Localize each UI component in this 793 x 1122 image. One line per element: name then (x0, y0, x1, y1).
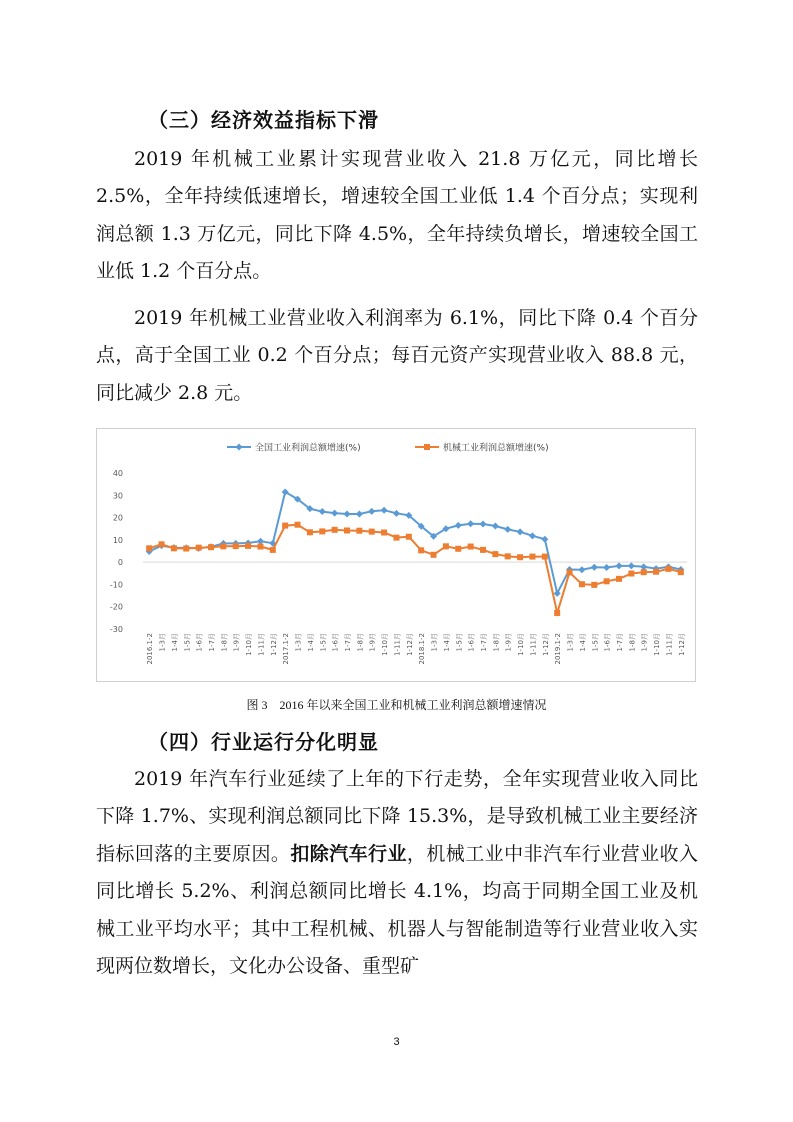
series-line-2 (149, 525, 681, 613)
data-point-diamond (504, 526, 511, 533)
x-tick-label: 1-12月 (677, 633, 686, 656)
data-point-square (517, 554, 523, 560)
x-tick-label: 1-6月 (603, 633, 612, 652)
paragraph-rest-text: ，机械工业中非汽车行业营业收入同比增长 5.2%、利润总额同比增长 4.1%，均高于同期全国工业及机械工业平均水平；其中工程机械、机器人与智能制造等行业营业收入实现两位数增长，文化办公设备、重型矿 (96, 842, 698, 978)
data-point-diamond (628, 562, 635, 569)
x-tick-label: 1-8月 (220, 633, 229, 652)
data-point-square (208, 544, 214, 550)
x-tick-label: 1-9月 (368, 633, 377, 652)
x-tick-label: 1-3月 (566, 633, 575, 652)
x-tick-label: 1-5月 (455, 633, 464, 652)
data-point-diamond (344, 511, 351, 518)
data-point-square (393, 535, 399, 541)
paragraph-lead-text: 2019 年汽车行业延续了上年的下行走势，全年实现营业收入同比下降 1.7%、实现利润总额同比下降 15.3%，是导致机械工业主要经济指标回落的主要原因。 (96, 768, 698, 865)
data-point-square (369, 529, 375, 535)
x-tick-label: 1-11月 (529, 633, 538, 656)
x-tick-label: 1-6月 (195, 633, 204, 652)
data-point-square (431, 552, 437, 558)
data-point-square (443, 543, 449, 549)
data-point-square (492, 551, 498, 557)
data-point-square (628, 571, 634, 577)
x-tick-label: 1-7月 (208, 633, 216, 652)
legend-marker-diamond (236, 444, 243, 451)
paragraph-industry-divergence (96, 761, 698, 985)
x-tick-label: 1-4月 (442, 633, 451, 652)
x-tick-label: 1-8月 (628, 633, 637, 652)
x-tick-label: 1-11月 (257, 633, 266, 656)
data-point-square (332, 527, 338, 533)
x-tick-label: 1-5月 (183, 633, 192, 652)
data-point-diamond (554, 590, 561, 597)
data-point-diamond (616, 562, 623, 569)
data-point-square (307, 529, 313, 535)
paragraph-revenue-profit: 2019 年机械工业累计实现营业收入 21.8 万亿元，同比增长 2.5%，全年持续低速增长，增速较全国工业低 1.4 个百分点；实现利润总额 1.3 万亿元，同比下降 4.5%，全年持续负增长，增速较全国工业低 1.2 个百分点。 (96, 148, 698, 283)
x-tick-label: 2016.1-2 (146, 633, 155, 665)
data-point-diamond (578, 566, 585, 573)
data-point-diamond (492, 523, 499, 530)
x-tick-label: 1-9月 (232, 633, 241, 652)
x-tick-label: 1-5月 (591, 633, 600, 652)
x-tick-label: 1-7月 (480, 633, 488, 652)
x-tick-label: 1-10月 (245, 633, 254, 656)
data-point-square (678, 569, 684, 575)
x-tick-label: 1-4月 (170, 633, 179, 652)
data-point-square (220, 543, 226, 549)
data-point-square (406, 534, 412, 540)
data-point-diamond (517, 528, 524, 535)
legend-label-1: 全国工业利润总额增速(%) (255, 443, 361, 454)
y-tick-label: 40 (112, 469, 123, 478)
data-point-square (418, 547, 424, 553)
data-point-square (233, 543, 239, 549)
data-point-diamond (591, 564, 598, 571)
data-point-diamond (368, 508, 375, 515)
profit-growth-chart (96, 428, 696, 682)
x-tick-label: 1-4月 (306, 633, 315, 652)
x-tick-label: 1-6月 (331, 633, 340, 652)
section-heading-4: （四）行业运行分化明显 (148, 730, 379, 754)
data-point-square (468, 544, 474, 550)
x-tick-label: 1-9月 (640, 633, 649, 652)
data-point-diamond (467, 520, 474, 527)
data-point-square (616, 576, 622, 582)
data-point-diamond (529, 532, 536, 539)
data-point-diamond (381, 507, 388, 514)
chart-canvas (97, 429, 695, 681)
data-point-square (159, 541, 165, 547)
data-point-square (529, 554, 535, 560)
data-point-square (542, 554, 548, 560)
data-point-square (455, 546, 461, 552)
data-point-square (554, 610, 560, 616)
x-tick-label: 1-12月 (541, 633, 550, 656)
y-tick-label: -20 (109, 602, 123, 612)
x-tick-label: 1-10月 (517, 633, 526, 656)
x-tick-label: 1-10月 (653, 633, 662, 656)
data-point-square (146, 545, 152, 551)
data-point-square (344, 527, 350, 533)
data-point-square (282, 523, 288, 529)
paragraph-bold-phrase: 扣除汽车行业 (290, 842, 407, 865)
section-heading-3: （三）经济效益指标下滑 (148, 108, 379, 132)
x-tick-label: 1-7月 (344, 633, 352, 652)
data-point-square (579, 581, 585, 587)
x-tick-label: 1-3月 (158, 633, 167, 652)
x-tick-label: 1-8月 (492, 633, 501, 652)
page-number: 3 (393, 1036, 400, 1048)
y-tick-label: 10 (112, 535, 123, 545)
x-tick-label: 1-9月 (504, 633, 513, 652)
paragraph-profit-margin: 2019 年机械工业营业收入利润率为 6.1%，同比下降 0.4 个百分点，高于全国工业 0.2 个百分点；每百元资产实现营业收入 88.8 元，同比减少 2.8 元。 (96, 307, 698, 404)
x-tick-label: 2017.1-2 (282, 633, 291, 665)
x-tick-label: 1-7月 (616, 633, 624, 652)
y-tick-label: -10 (109, 580, 123, 590)
x-tick-label: 1-5月 (319, 633, 328, 652)
x-tick-label: 2018.1-2 (418, 633, 427, 665)
data-point-diamond (455, 522, 462, 529)
x-tick-label: 1-8月 (356, 633, 365, 652)
data-point-square (245, 543, 251, 549)
data-point-diamond (331, 510, 338, 517)
y-tick-label: 20 (112, 513, 123, 523)
data-point-square (183, 546, 189, 552)
y-tick-label: 30 (112, 491, 123, 501)
y-tick-label: -30 (109, 625, 123, 634)
data-point-diamond (356, 511, 363, 518)
legend-marker-square (424, 444, 430, 450)
x-tick-label: 2019.1-2 (554, 633, 563, 665)
x-tick-label: 1-3月 (430, 633, 439, 652)
data-point-square (591, 582, 597, 588)
x-tick-label: 1-3月 (294, 633, 303, 652)
data-point-square (295, 522, 301, 528)
x-tick-label: 1-6月 (467, 633, 476, 652)
x-tick-label: 1-10月 (381, 633, 390, 656)
data-point-square (641, 569, 647, 575)
data-point-square (381, 530, 387, 536)
legend-label-2: 机械工业利润总额增速(%) (443, 443, 549, 454)
data-point-square (356, 528, 362, 534)
y-tick-label: 0 (117, 558, 123, 568)
data-point-square (665, 566, 671, 572)
data-point-square (653, 569, 659, 575)
data-point-square (567, 569, 573, 575)
x-tick-label: 1-12月 (269, 633, 278, 656)
figure-caption: 图 3 2016 年以来全国工业和机械工业利润总额增速情况 (246, 698, 547, 712)
data-point-square (319, 528, 325, 534)
data-point-diamond (319, 508, 326, 515)
x-tick-label: 1-11月 (665, 633, 674, 656)
data-point-square (270, 547, 276, 553)
data-point-diamond (480, 521, 487, 528)
data-point-diamond (603, 564, 610, 571)
data-point-square (257, 544, 263, 550)
data-point-square (480, 547, 486, 553)
data-point-square (505, 553, 511, 559)
x-tick-label: 1-11月 (393, 633, 402, 656)
data-point-square (196, 545, 202, 551)
data-point-square (171, 545, 177, 551)
x-tick-label: 1-12月 (405, 633, 414, 656)
data-point-square (604, 578, 610, 584)
x-tick-label: 1-4月 (578, 633, 587, 652)
data-point-diamond (393, 510, 400, 517)
data-point-diamond (541, 536, 548, 543)
